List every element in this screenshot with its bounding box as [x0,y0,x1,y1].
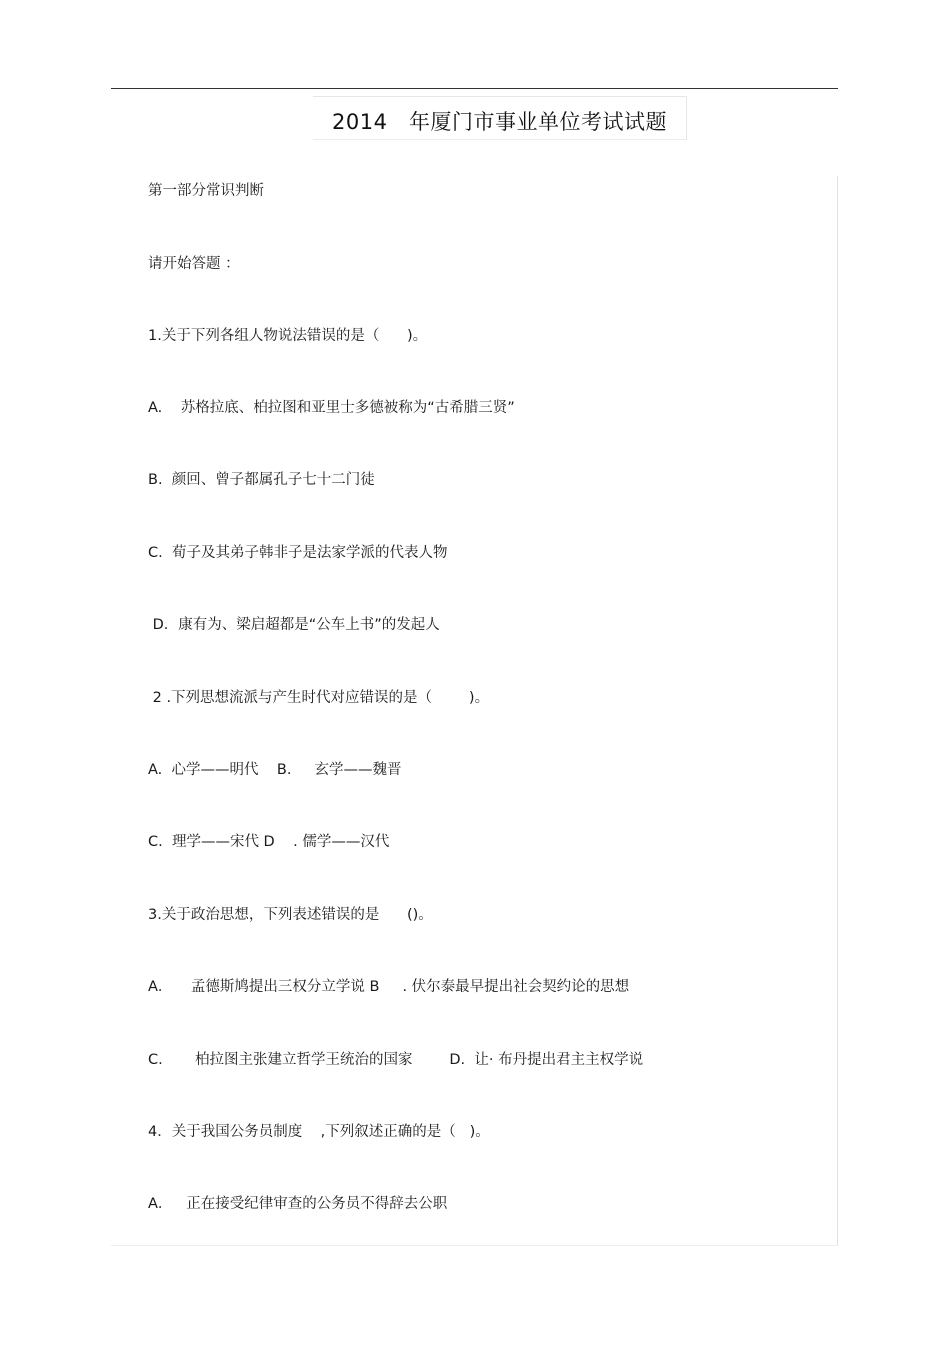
question-1-option-d: D．康有为、梁启超都是“公车上书”的发起人 [148,617,440,633]
question-2-options-cd: C. 理学——宋代 D . 儒学——汉代 [148,834,390,850]
instruction-text: 请开始答题 ： [148,256,240,272]
question-1: 1.关于下列各组人物说法错误的是（ )。 [148,328,428,344]
question-2: 2 .下列思想流派与产生时代对应错误的是（ )。 [148,690,490,706]
question-1-option-b: B. 颜回、曾子都属孔子七十二门徒 [148,472,375,488]
question-2-options-ab: A. 心学——明代 B. 玄学——魏晋 [148,762,402,778]
question-1-option-a: A. 苏格拉底、柏拉图和亚里士多德被称为“古希腊三贤” [148,400,515,416]
question-3: 3.关于政治思想，下列表述错误的是 ()。 [148,907,433,923]
question-4-option-a: A． 正在接受纪律审查的公务员不得辞去公职 [148,1196,448,1212]
title-box [313,96,687,140]
question-1-option-c: C. 荀子及其弟子韩非子是法家学派的代表人物 [148,545,448,561]
header-rule [111,88,838,89]
section-heading: 第一部分常识判断 [148,183,264,199]
page-bottom-border [111,1245,838,1246]
question-3-options-cd: C. 柏拉图主张建立哲学王统治的国家 D. 让· 布丹提出君主主权学说 [148,1052,644,1068]
question-3-options-ab: A． 孟德斯鸠提出三权分立学说 B . 伏尔泰最早提出社会契约论的思想 [148,979,630,995]
question-4: 4．关于我国公务员制度 ,下列叙述正确的是（ )。 [148,1124,490,1140]
document-title: 2014 年厦门市事业单位考试试题 [332,110,667,134]
page-right-border [837,176,838,1246]
